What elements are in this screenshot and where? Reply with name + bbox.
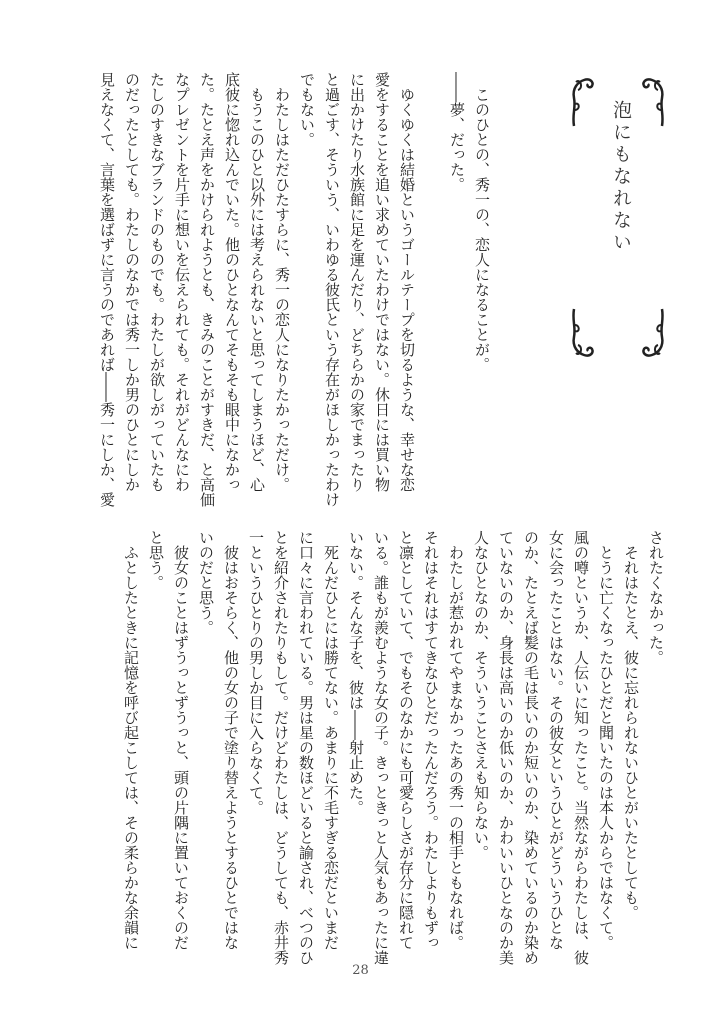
text-line: されたくなかった。 <box>647 530 665 665</box>
text-line: わたしが惹かれてやまなかったあの秀一の相手ともなれば。 <box>447 545 465 950</box>
text-line: 風の噂というか、人伝いに知ったこと。当然ながらわたしは、彼 <box>572 530 590 965</box>
text-line: でもない。 <box>298 72 316 147</box>
text-line: と過ごす、そういう、いわゆる彼氏という存在がほしかったわけ <box>323 72 341 507</box>
text-line: もうこのひと以外には考えられないと思ってしまうほど、心 <box>248 87 266 492</box>
text-line: それはたとえ、彼に忘れられないひとがいたとしても。 <box>622 545 640 920</box>
text-line: 愛をすることを追い求めていたわけではない。休日には買い物 <box>373 72 391 492</box>
text-line: 女に会ったことはない。その彼女というひとがどういうひとな <box>547 530 565 950</box>
text-line: 彼女のことはずうっとずうっと、頭の片隅に置いておくのだ <box>172 545 190 950</box>
text-line: いのだと思う。 <box>197 530 215 635</box>
text-line: に出かけたり水族館に足を運んだり、どちらかの家でまったり <box>348 72 366 492</box>
text-line: とうに亡くなったひとだと聞いたのは本人からではなくて。 <box>597 545 615 950</box>
text-line <box>419 72 444 492</box>
text-line: のだったとしても。わたしのなかでは秀一しか男のひとにしか <box>123 72 141 492</box>
text-block-top <box>94 72 494 507</box>
text-line: ふとしたときに記憶を呼び起こしては、その柔らかな余韻に <box>122 545 140 950</box>
ornament-top-right-icon <box>640 74 666 129</box>
text-line: のか、たとえば髪の毛は長いのか短いのか、染めているのか染め <box>522 530 540 965</box>
text-line: と思う。 <box>147 530 165 590</box>
ornament-bottom-left-icon <box>570 306 596 361</box>
text-line: いる。誰もが羨むような女の子。きっときっと人気もあったに違 <box>372 530 390 965</box>
chapter-title: 泡にもなれない <box>610 100 632 254</box>
page-number: 28 <box>352 963 369 978</box>
text-line: ていないのか、身長は高いのか低いのか、かわいいひとなのか美 <box>497 530 515 965</box>
text-block-bottom <box>118 530 668 965</box>
text-line: いない。そんな子を、彼は――射止めた。 <box>347 530 365 815</box>
text-line: このひとの、秀一の、恋人になることが。 <box>473 87 491 372</box>
text-line: た。たとえ声をかけられようとも、きみのことがすきだ、と高価 <box>198 72 216 507</box>
text-line: ゆくゆくは結婚というゴールテープを切るような、幸せな恋 <box>398 87 416 492</box>
text-line: わたしはただひたすらに、秀一の恋人になりたかっただけ。 <box>273 87 291 492</box>
text-line: 彼はおそらく、他の女の子で塗り替えようとするひとではな <box>222 545 240 950</box>
text-line: 見えなくて、言葉を選ばずに言うのであれば――秀一にしか、愛 <box>98 72 116 507</box>
text-line: ――夢、だった。 <box>448 72 466 192</box>
text-line: 一というひとりの男しか目に入らなくて。 <box>247 530 265 815</box>
text-line: 底彼に惚れ込んでいた。他のひとなんてそもそも眼中になかっ <box>223 72 241 492</box>
text-line: 人なひとなのか、そういうことさえも知らない。 <box>472 530 490 860</box>
text-line: とを紹介されたりもして。だけどわたしは、どうしても、赤井秀 <box>272 530 290 965</box>
text-line: たしのすきなブランドのものでも。わたしが欲しがっていたも <box>148 72 166 492</box>
text-line: に口々に言われている。男は星の数ほどいると諭され、べつのひ <box>297 530 315 965</box>
text-line: それはそれはすてきなひとだったんだろう。わたしよりもずっ <box>422 530 440 950</box>
text-line: 死んだひとには勝てない。あまりに不毛すぎる恋だといまだ <box>322 545 340 950</box>
ornament-bottom-right-icon <box>640 306 666 361</box>
ornament-top-left-icon <box>570 74 596 129</box>
text-line: と凛としていて、でもそのなかにも可愛らしさが存分に隠れて <box>397 530 415 950</box>
text-line: なプレゼントを片手に想いを伝えられても。それがどんなにわ <box>173 72 191 492</box>
